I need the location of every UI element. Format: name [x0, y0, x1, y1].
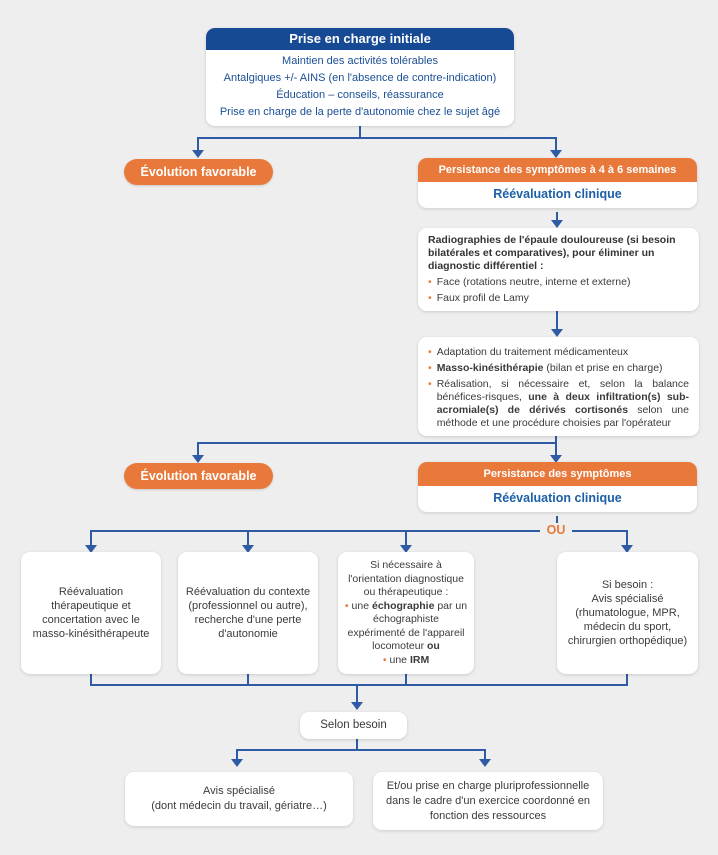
leaf-text [563, 578, 692, 648]
initial-care-body [206, 50, 514, 126]
reevaluation-1-label: Réévaluation clinique [493, 187, 622, 201]
radiography-intro: Radiographies de l'épaule douloureuse (si besoin bilatérales et comparatives), pour éliminer un diagnostic différentiel : [428, 234, 676, 272]
bottom-box-line: (dont médecin du travail, gériatre…) [151, 800, 327, 812]
bullet-icon: • [428, 346, 432, 358]
avis-specialise-line1: Si besoin : [601, 579, 654, 591]
connector-line [247, 530, 249, 546]
leaf-text: Réévaluation du contexte (professionnel ou autre), recherche d'une perte d'autonomie [185, 586, 311, 640]
initial-care-line: Éducation – conseils, réassurance [276, 89, 444, 101]
radiography-bullet-text: Face (rotations neutre, interne et externe) [436, 276, 631, 288]
leaf-text [344, 559, 468, 667]
node-radiography [418, 228, 699, 311]
arrow-down-icon [192, 455, 204, 463]
bottom-box-line: Avis spécialisé [203, 785, 275, 797]
treatment-bullet-text: Masso-kinésithérapie (bilan et prise en charge) [436, 362, 663, 374]
bottom-box-text: Et/ou prise en charge pluriprofessionnelle dans le cadre d'un exercice coordonné en fonction des ressources [386, 779, 590, 822]
node-evolution-favorable-1: Évolution favorable [124, 159, 273, 185]
bottom-box-text [151, 784, 326, 814]
reevaluation-2-label: Réévaluation clinique [493, 491, 622, 505]
connector-line [197, 137, 199, 151]
arrow-down-icon [551, 220, 563, 228]
persistance-1-title: Persistance des symptômes à 4 à 6 semaines [418, 158, 697, 182]
bullet-icon: • [428, 378, 432, 390]
arrow-down-icon [479, 759, 491, 767]
leaf-text: Réévaluation thérapeutique et concertation avec le masso-kinésithérapeute [32, 586, 150, 640]
connector-line [405, 530, 407, 546]
treatment-bullet [428, 362, 689, 375]
connector-line [197, 137, 557, 139]
connector-line [90, 684, 628, 686]
bullet-icon: • [428, 276, 432, 288]
treatment-bullet-text: Réalisation, si nécessaire et, selon la balance bénéfices-risques, une à deux infiltration(s) sub-acromiale(s) de dérivés cortisonés selon une méthode et une procédure choisies par l'opérateur [436, 378, 689, 429]
bullet-icon: • [382, 653, 387, 666]
radiography-bullet-text: Faux profil de Lamy [436, 292, 529, 304]
connector-line [197, 442, 199, 456]
avis-specialise-rest: Avis spécialisé (rhumatologue, MPR, médecin du sport, chirurgien orthopédique) [567, 593, 688, 647]
arrow-down-icon [192, 150, 204, 158]
node-persistance-1 [418, 158, 697, 208]
persistance-2-title: Persistance des symptômes [418, 462, 697, 486]
node-avis-specialise [557, 552, 698, 674]
imagerie-item: • une IRM [382, 653, 430, 666]
initial-care-title: Prise en charge initiale [206, 28, 514, 50]
bullet-icon: • [428, 362, 432, 374]
node-reevaluation-contexte [178, 552, 318, 674]
connector-line [236, 749, 486, 751]
initial-care-line: Maintien des activités tolérables [282, 55, 438, 67]
connector-line [90, 530, 92, 546]
node-persistance-2 [418, 462, 697, 512]
connector-line [356, 684, 358, 702]
node-initial-care [206, 28, 514, 126]
treatment-bullet-text: Adaptation du traitement médicamenteux [436, 346, 629, 358]
connector-line [556, 310, 558, 330]
node-selon-besoin: Selon besoin [300, 712, 407, 739]
imagerie-item: • une échographie par un échographiste expérimenté de l'appareil locomoteur ou [344, 599, 468, 652]
connector-line [197, 442, 557, 444]
bullet-icon: • [344, 599, 349, 612]
node-prise-en-charge-pluripro [373, 772, 603, 830]
arrow-down-icon [231, 759, 243, 767]
arrow-down-icon [351, 702, 363, 710]
treatment-bullet [428, 378, 689, 430]
treatment-bullet [428, 346, 689, 359]
connector-line [626, 530, 628, 546]
initial-care-line: Antalgiques +/- AINS (en l'absence de contre-indication) [223, 72, 497, 84]
imagerie-intro: Si nécessaire à l'orientation diagnostique ou thérapeutique : [348, 559, 464, 598]
arrow-down-icon [551, 329, 563, 337]
connector-line [555, 137, 557, 151]
node-reevaluation-therapeutique [21, 552, 161, 674]
bullet-icon: • [428, 292, 432, 304]
connector-line [90, 530, 540, 532]
connector-line [572, 530, 628, 532]
ou-label: OU [540, 523, 572, 537]
node-evolution-favorable-2: Évolution favorable [124, 463, 273, 489]
node-avis-specialise-travail [125, 772, 353, 826]
connector-line [555, 442, 557, 456]
initial-care-line: Prise en charge de la perte d'autonomie chez le sujet âgé [219, 106, 501, 118]
radiography-bullet [428, 292, 689, 305]
radiography-bullet [428, 276, 689, 289]
node-imagerie [338, 552, 474, 674]
arrow-down-icon [550, 150, 562, 158]
node-treatment [418, 337, 699, 436]
